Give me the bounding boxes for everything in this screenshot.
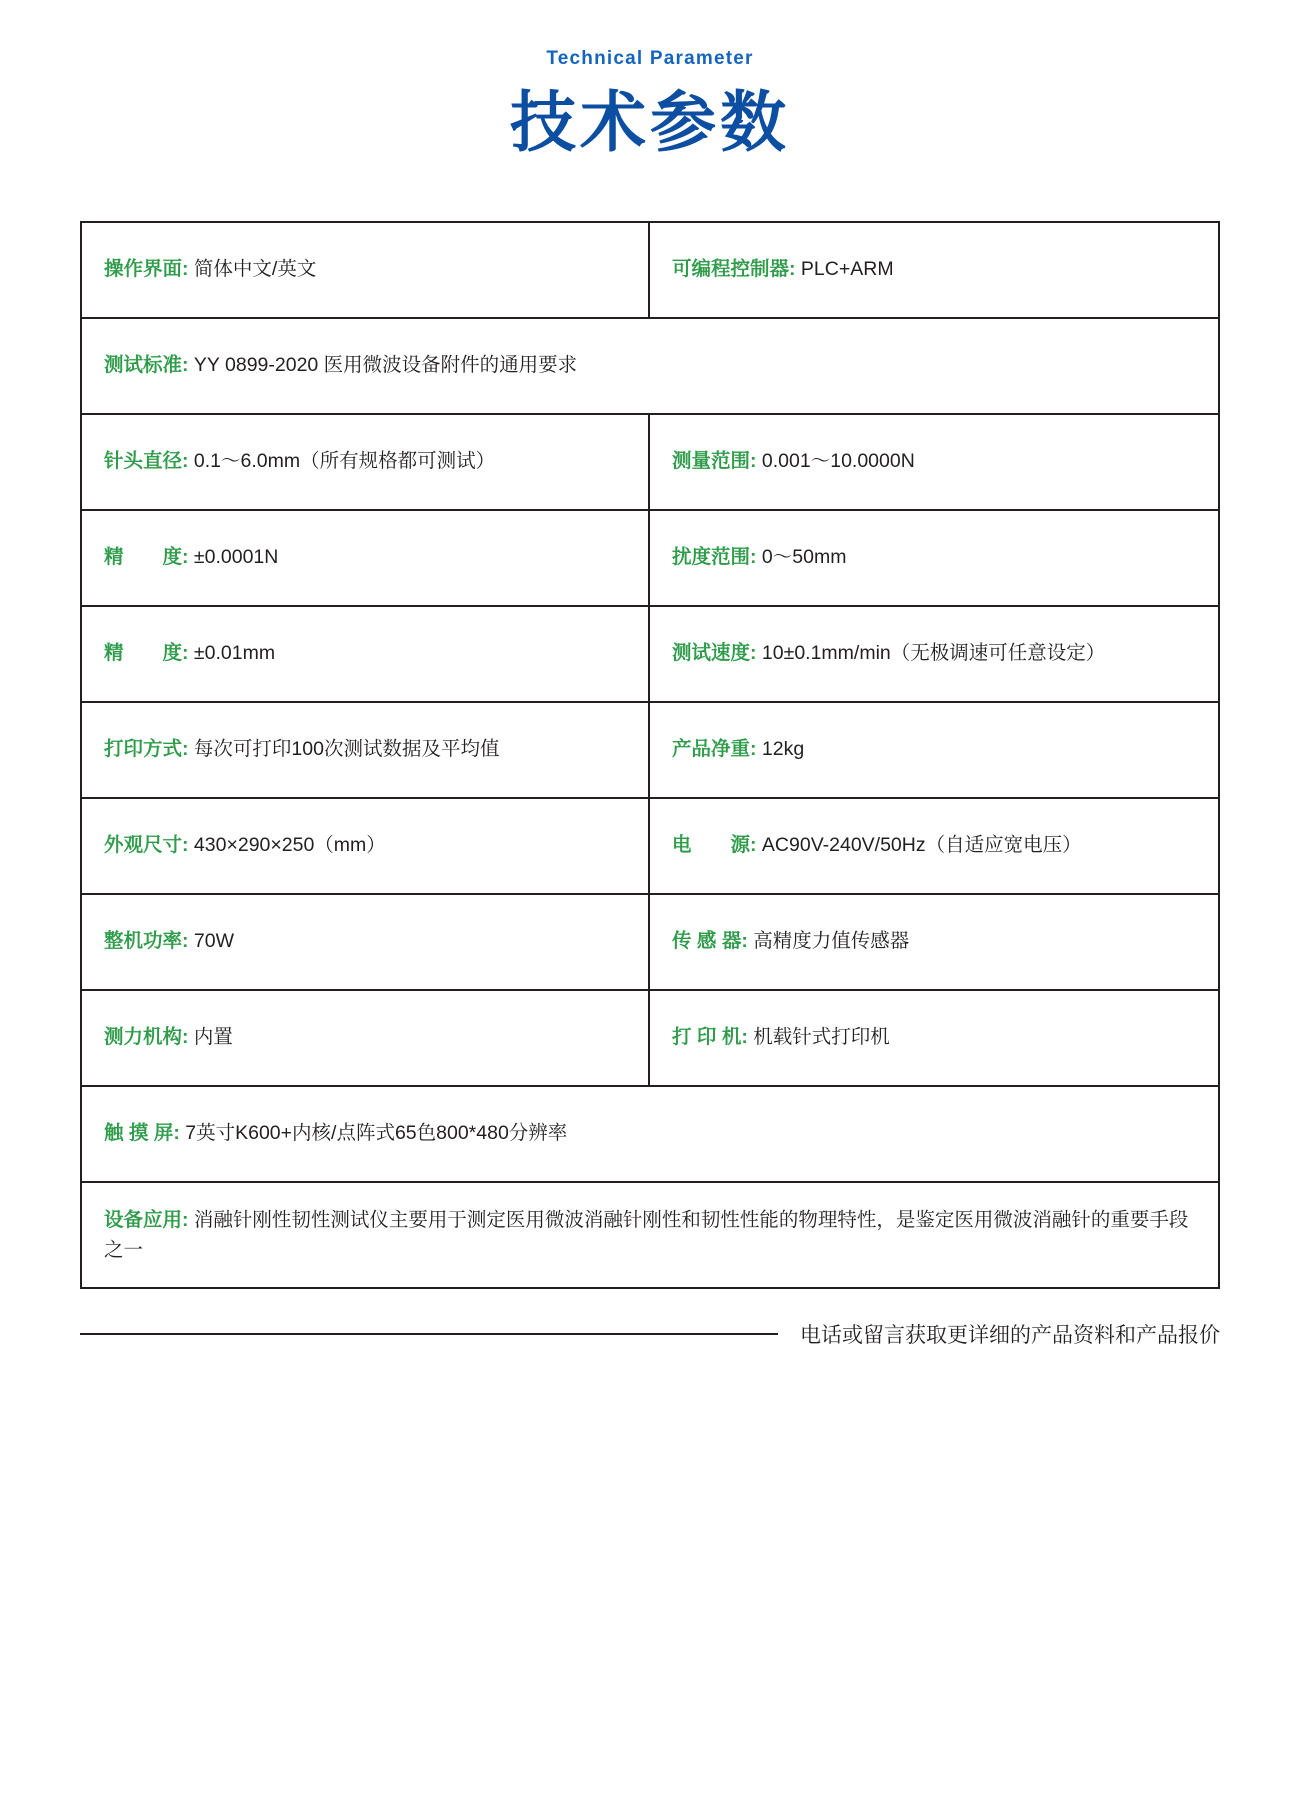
spec-cell (82, 703, 650, 797)
table-row (82, 895, 1218, 991)
spec-value: 高精度力值传感器 (753, 930, 910, 953)
spec-label: 产品净重: (672, 738, 757, 761)
page-header (0, 0, 1300, 159)
spec-cell (650, 799, 1218, 893)
spec-cell (650, 895, 1218, 989)
spec-value: 每次可打印100次测试数据及平均值 (193, 738, 500, 761)
footer-divider (80, 1333, 778, 1335)
spec-value: 0～50mm (761, 546, 847, 569)
table-row (82, 991, 1218, 1087)
footer-note-row (80, 1319, 1220, 1349)
spec-value: 0.001～10.0000N (761, 450, 915, 473)
table-row (82, 1087, 1218, 1183)
spec-value: 70W (193, 930, 235, 953)
spec-value: 12kg (761, 738, 805, 761)
spec-label: 针头直径: (104, 450, 189, 473)
table-row (82, 703, 1218, 799)
spec-cell (650, 991, 1218, 1085)
table-row (82, 799, 1218, 895)
spec-label: 触 摸 屏: (104, 1122, 180, 1145)
spec-label: 整机功率: (104, 930, 189, 953)
spec-table (80, 221, 1220, 1289)
spec-value: PLC+ARM (800, 258, 894, 281)
spec-cell (650, 223, 1218, 317)
footer-note: 电话或留言获取更详细的产品资料和产品报价 (800, 1324, 1220, 1347)
spec-label: 测试速度: (672, 642, 757, 665)
spec-value: 消融针刚性韧性测试仪主要用于测定医用微波消融针刚性和韧性性能的物理特性，是鉴定医用微波消融针的重要手段之一 (104, 1208, 1189, 1261)
spec-cell (650, 415, 1218, 509)
spec-label: 传 感 器: (672, 930, 748, 953)
spec-value: AC90V-240V/50Hz（自适应宽电压） (761, 834, 1082, 857)
spec-label: 测试标准: (104, 354, 189, 377)
spec-cell (650, 607, 1218, 701)
spec-value: 10±0.1mm/min（无极调速可任意设定） (761, 642, 1106, 665)
spec-label: 测力机构: (104, 1026, 189, 1049)
spec-label: 精 度: (104, 642, 189, 665)
spec-value: 内置 (193, 1026, 233, 1049)
spec-value: 0.1～6.0mm（所有规格都可测试） (193, 450, 496, 473)
spec-label: 设备应用: (104, 1208, 189, 1231)
spec-value: ±0.0001N (193, 546, 279, 569)
spec-cell (82, 1183, 1218, 1287)
spec-cell (82, 223, 650, 317)
page-title: 技术参数 (510, 85, 790, 159)
spec-value: YY 0899-2020 医用微波设备附件的通用要求 (193, 354, 578, 377)
spec-label: 可编程控制器: (672, 258, 796, 281)
spec-value: 简体中文/英文 (193, 258, 317, 281)
spec-cell (650, 703, 1218, 797)
spec-cell (650, 511, 1218, 605)
header-eyebrow: Technical Parameter (546, 48, 754, 69)
spec-cell (82, 895, 650, 989)
spec-cell (82, 319, 1218, 413)
spec-label: 测量范围: (672, 450, 757, 473)
spec-cell (82, 799, 650, 893)
spec-value: 430×290×250（mm） (193, 834, 386, 857)
spec-value: ±0.01mm (193, 642, 276, 665)
spec-cell (82, 1087, 1218, 1181)
spec-label: 打 印 机: (672, 1026, 748, 1049)
table-row (82, 319, 1218, 415)
spec-label: 外观尺寸: (104, 834, 189, 857)
table-row (82, 223, 1218, 319)
spec-label: 扰度范围: (672, 546, 757, 569)
spec-label: 操作界面: (104, 258, 189, 281)
table-row (82, 607, 1218, 703)
table-row (82, 511, 1218, 607)
spec-cell (82, 991, 650, 1085)
table-row (82, 415, 1218, 511)
spec-cell (82, 415, 650, 509)
spec-label: 打印方式: (104, 738, 189, 761)
table-row (82, 1183, 1218, 1287)
spec-cell (82, 607, 650, 701)
spec-value: 7英寸K600+内核/点阵式65色800*480分辨率 (185, 1122, 568, 1145)
spec-value: 机载针式打印机 (753, 1026, 890, 1049)
spec-cell (82, 511, 650, 605)
spec-label: 电 源: (672, 834, 757, 857)
spec-label: 精 度: (104, 546, 189, 569)
